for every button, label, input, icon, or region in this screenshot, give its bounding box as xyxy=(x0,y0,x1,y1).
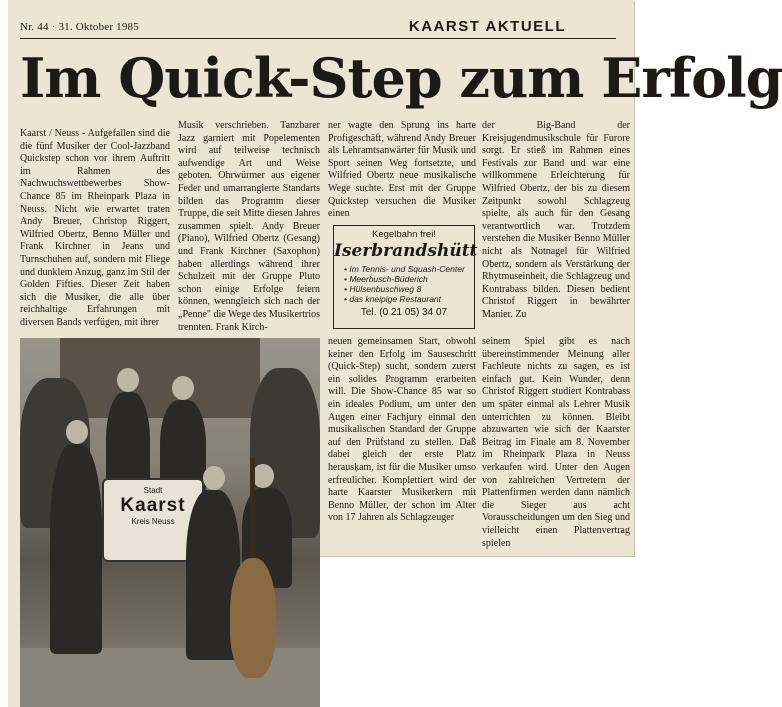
musician-head xyxy=(117,368,139,392)
article-column-4-continued: seinem Spiel gibt es nach übereinstimmender Meinung aller Fachleute nichts zu sagen, es ist einfach gut. Kein Wunder, denn Christof Riggert studiert Kontrabass um später einmal als Lehrer Musik unterrichten zu können. Bleibt abzuwarten wie sich der Kaarster Beitrag im Finale am 8. November im Rheinpark Plaza in Neuss verkaufen wird. Unter den Augen von zahlreichen Vertretern der Plattenfirmen werden dann nämlich die Sieger aus acht Vorausscheidungen um den Sieg und vielleicht einen Plattenvertrag spielen xyxy=(482,336,630,549)
ad-item: • Hülsenbuschweg 8 xyxy=(344,284,474,294)
musician-head xyxy=(203,466,225,490)
double-bass xyxy=(230,558,276,678)
photo-ground xyxy=(20,648,320,707)
issue-info: Nr. 44 · 31. Oktober 1985 xyxy=(20,21,139,33)
bass-neck xyxy=(250,458,255,568)
ad-phone: Tel. (0 21 05) 34 07 xyxy=(360,307,448,318)
ad-headline: Kegelbahn frei! xyxy=(372,229,436,240)
sign-line-1: Stadt xyxy=(143,486,163,495)
ad-list xyxy=(344,264,474,304)
article-column-4: der Big-Band der Kreisjugendmusikschule für Furore sorgt. Er stieß im Rahmen eines Festivals zur Band und war eine willkommene Erleichterung für Wilfried Obertz, der bis zu diesem Zeitpunkt sowohl Schlagzeug spielte, als auch für den Gesang verantwortlich war. Trotzdem verstehen die Musiker Benno Müller nicht als Notnagel für Wilfried Obertz, sondern als Verstärkung der Rhytmuseinheit, die Schlagzeug und Kontrabass bilden. Diesen bedient Christof Riggert in bewährter Manier. Zu xyxy=(482,120,630,320)
photo-house xyxy=(60,338,260,418)
sign-line-2: Kaarst xyxy=(120,495,186,516)
musician-head xyxy=(172,376,194,400)
musician-head xyxy=(66,420,88,444)
headline: Im Quick-Step zum Erfolg xyxy=(20,46,782,110)
article-column-1: Kaarst / Neuss - Aufgefallen sind die die fünf Musiker der Cool-Jazzband Quickstep schon vor ihrem Auftritt im Rahmen des Nachwuchswettbewerbes Show-Chance 85 im Rheinpark Plaza in Neuss. Nicht wie erwartet traten Andy Breuer, Christop Riggert, Wilfried Obertz, Benno Müller und Frank Kirchner in Jeans und Turnschuhen auf, sondern mit Fliege und dunklem Anzug, ganz im Stil der Golden Fifties. Dieser Zeit haben sich die Musiker, die alle über reichhaltige Erfahrungen mit diversen Bands verfügen, mit ihrer xyxy=(20,128,170,328)
musician xyxy=(50,444,102,654)
article-column-2: Musik verschrieben. Tanzbarer Jazz garniert mit Popelementen wird auf teilweise technisch aufwendige Art und Weise geboten. Ohrwürmer aus eigener Feder und umarrangierte Standarts bilden das Programm dieser Truppe, die seit Mitte diesen Jahres zusammen spielt. Andy Breuer (Piano), Wilfried Obertz (Gesang) und Frank Kirchner (Saxophon) haben allerdings während ihrer Schulzeit mit der Gruppe Pluto schon einige Erfolge feiern können, wenngleich sich nach der „Penne" die Wege des Musikertrios trennten. Frank Kirch- xyxy=(178,120,320,333)
sign-line-3: Kreis Neuss xyxy=(131,517,175,526)
article-column-3: ner wagte den Sprung ins harte Profigeschäft, während Andy Breuer als Lehramtsanwärter für Musik und Sport seinen Weg fortsetzte, und Wilfried Obertz neue musikalische Wege suchte. Erst mit der Gruppe Quickstep versuchen die Musiker einen xyxy=(328,120,476,220)
ad-logo: Iserbrandshütt xyxy=(334,241,478,261)
section-title: KAARST AKTUELL xyxy=(408,18,566,35)
advertisement-box xyxy=(333,225,478,329)
header-rule xyxy=(20,38,616,39)
ad-item: • das kneipige Restaurant xyxy=(344,294,474,304)
ad-item: • Meerbusch-Büderich xyxy=(344,274,474,284)
band-photo xyxy=(20,338,320,707)
article-column-3-continued: neuen gemeinsamen Start, obwohl keiner den Erfolg im Sauseschritt (Quick-Step) sucht, sondern zuerst ein solides Programm erarbeiten will. Die Show-Chance 85 war so ein ideales Podium, um unter den Augen einer Fachjury einmal den musikalischen Standard der Gruppe auf den Prüfstand zu stellen. Daß dabei gleich der erste Platz herausķam, ist für die Musiker umso erfreulicher. Komplettiert wird der harte Kaarster Musikerkern mit Benno Müller, der schon im Alter von 17 Jahren als Schlagzeuger xyxy=(328,336,476,524)
ad-item: • Im Tennis- und Squash-Center xyxy=(344,264,474,274)
musician-head xyxy=(252,464,274,488)
